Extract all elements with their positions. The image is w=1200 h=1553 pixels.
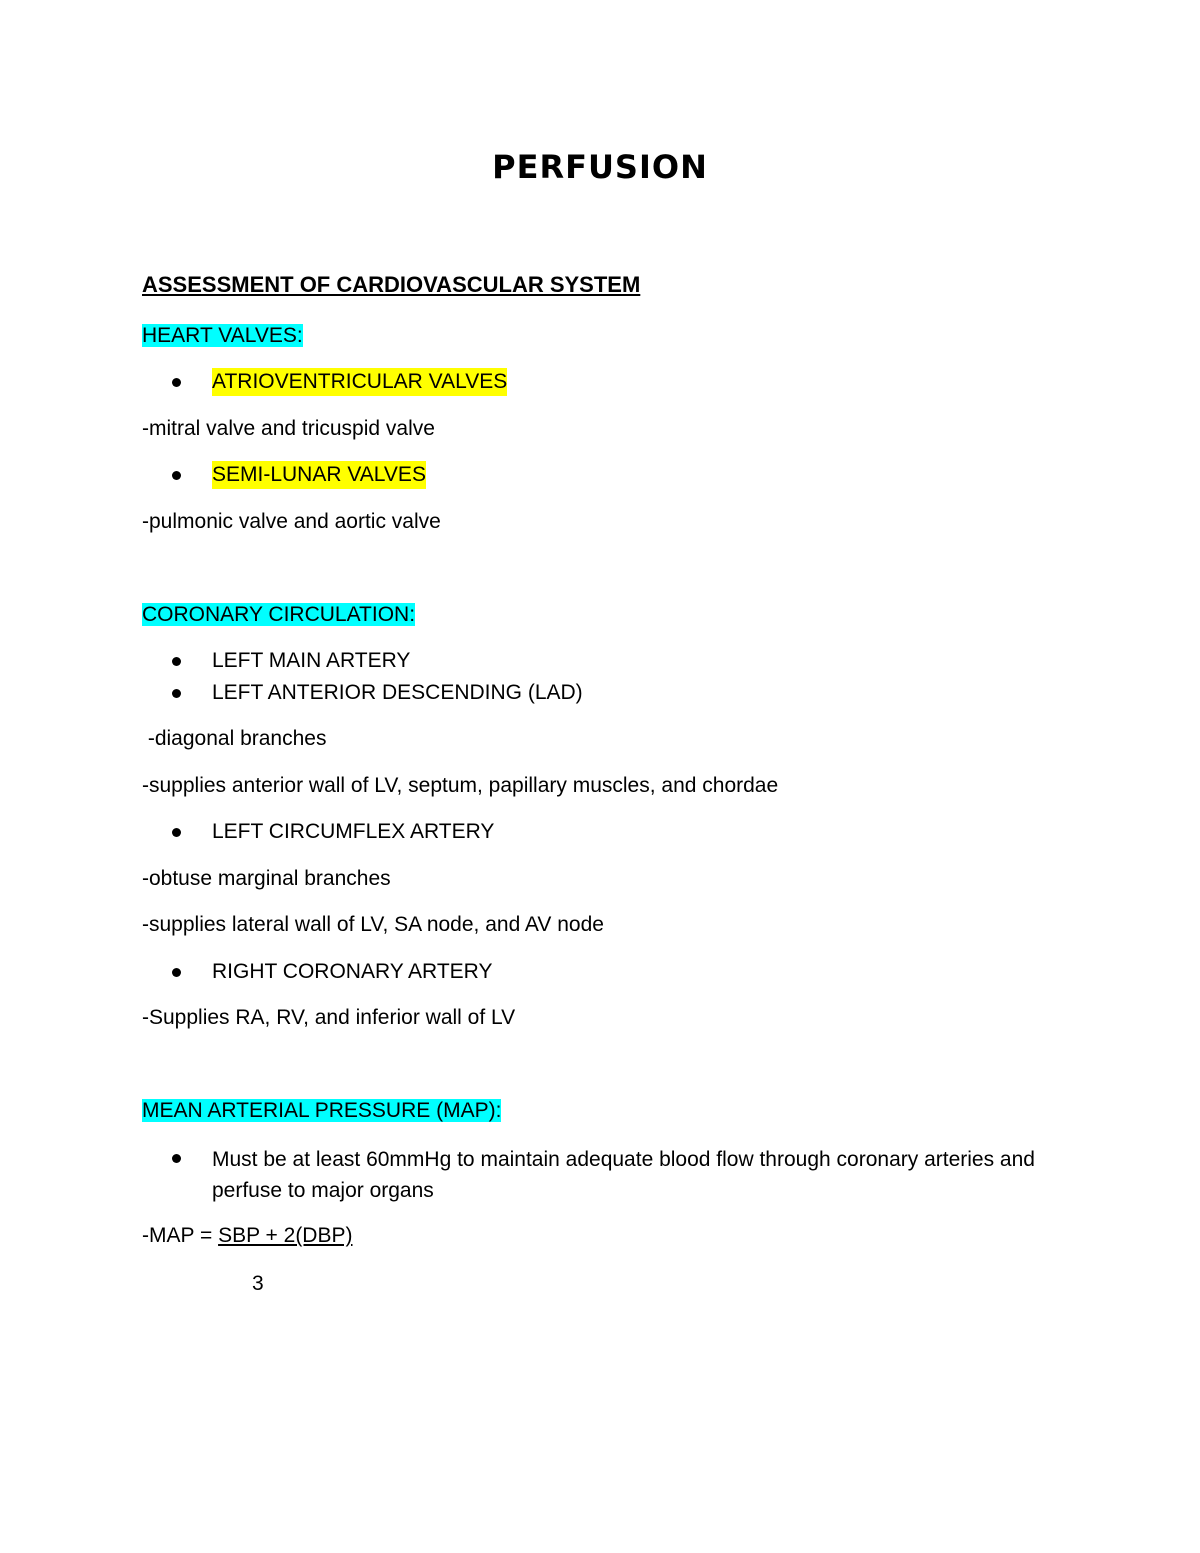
map-formula-denominator: 3 [252,1272,264,1295]
map-label [142,1097,501,1125]
rca-note: -Supplies RA, RV, and inferior wall of LV [142,1006,516,1029]
circumflex-note-1: -obtuse marginal branches [142,867,391,890]
semilunar-valves-note: -pulmonic valve and aortic valve [142,510,441,533]
bullet-icon [172,657,181,666]
map-formula-numerator: SBP + 2(DBP) [218,1224,353,1247]
map-requirement: Must be at least 60mmHg to maintain adequate blood flow through coronary arteries and perfuse to major organs [212,1148,1035,1202]
bullet-icon [172,828,181,837]
bullet-icon [172,689,181,698]
av-valves-note: -mitral valve and tricuspid valve [142,417,435,440]
left-main-artery: LEFT MAIN ARTERY [212,649,411,672]
av-valves-label: ATRIOVENTRICULAR VALVES [212,368,507,396]
bullet-icon [172,968,181,977]
lad-note-2: -supplies anterior wall of LV, septum, papillary muscles, and chordae [142,774,779,797]
coronary-label [142,601,415,629]
page-title: PERFUSION [492,148,708,186]
heart-valves-label-text: HEART VALVES: [142,324,303,347]
bullet-icon [172,1154,181,1163]
semilunar-valves-label: SEMI-LUNAR VALVES [212,461,426,489]
lad-artery: LEFT ANTERIOR DESCENDING (LAD) [212,681,583,704]
circumflex-note-2: -supplies lateral wall of LV, SA node, and AV node [142,913,604,936]
circumflex-artery: LEFT CIRCUMFLEX ARTERY [212,820,495,843]
bullet-icon [172,378,181,387]
rca-artery: RIGHT CORONARY ARTERY [212,960,493,983]
bullet-icon [172,471,181,480]
map-formula-prefix: -MAP = [142,1224,219,1247]
heart-valves-label [142,322,303,350]
map-formula [142,1222,352,1250]
map-label-text: MEAN ARTERIAL PRESSURE (MAP): [142,1099,502,1122]
lad-note-1: -diagonal branches [142,727,327,750]
section-heading: ASSESSMENT OF CARDIOVASCULAR SYSTEM [142,272,641,297]
coronary-label-text: CORONARY CIRCULATION: [142,603,416,626]
